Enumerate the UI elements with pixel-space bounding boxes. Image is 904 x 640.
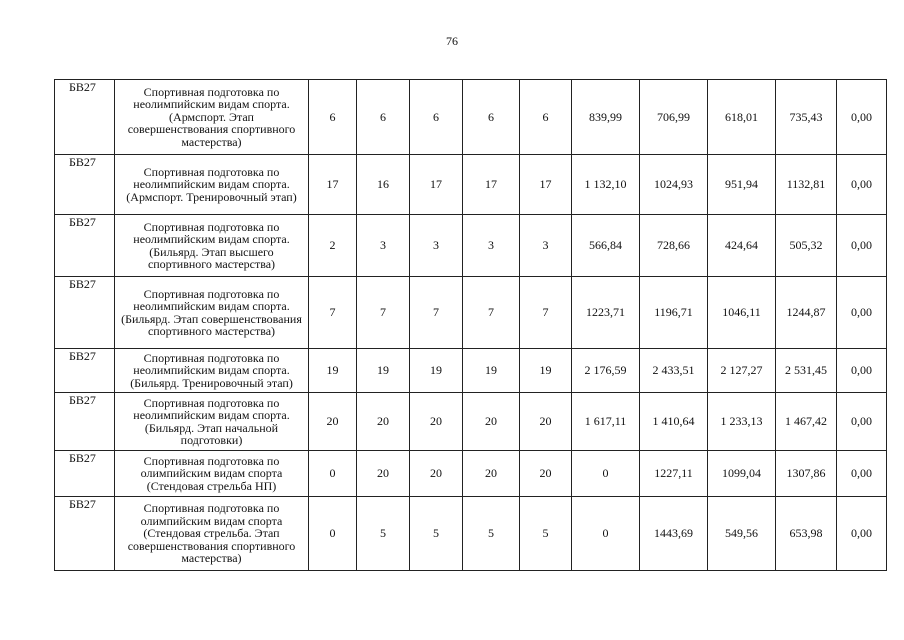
row-code: БВ27 <box>55 451 115 497</box>
value-cell: 7 <box>357 277 410 349</box>
row-code: БВ27 <box>55 155 115 215</box>
row-description: Спортивная подготовка по неолимпийским видам спорта. (Бильярд. Этап высшего спортивного мастерства) <box>115 215 309 277</box>
value-cell: 0 <box>309 451 357 497</box>
row-code: БВ27 <box>55 215 115 277</box>
value-cell: 20 <box>357 451 410 497</box>
row-code: БВ27 <box>55 497 115 571</box>
value-cell: 1196,71 <box>640 277 708 349</box>
value-cell: 2 176,59 <box>572 349 640 393</box>
value-cell: 1 410,64 <box>640 393 708 451</box>
value-cell: 3 <box>410 215 463 277</box>
value-cell: 2 127,27 <box>708 349 776 393</box>
value-cell: 20 <box>520 393 572 451</box>
row-code: БВ27 <box>55 393 115 451</box>
value-cell: 17 <box>410 155 463 215</box>
value-cell: 20 <box>463 451 520 497</box>
value-cell: 0 <box>572 451 640 497</box>
row-description: Спортивная подготовка по олимпийским видам спорта (Стендовая стрельба НП) <box>115 451 309 497</box>
value-cell: 19 <box>463 349 520 393</box>
value-cell: 1307,86 <box>776 451 837 497</box>
value-cell: 1046,11 <box>708 277 776 349</box>
value-cell: 7 <box>410 277 463 349</box>
value-cell: 2 531,45 <box>776 349 837 393</box>
value-cell: 706,99 <box>640 80 708 155</box>
value-cell: 7 <box>309 277 357 349</box>
value-cell: 1244,87 <box>776 277 837 349</box>
value-cell: 0,00 <box>837 155 887 215</box>
value-cell: 3 <box>357 215 410 277</box>
value-cell: 5 <box>410 497 463 571</box>
value-cell: 1099,04 <box>708 451 776 497</box>
value-cell: 653,98 <box>776 497 837 571</box>
value-cell: 19 <box>520 349 572 393</box>
value-cell: 2 433,51 <box>640 349 708 393</box>
value-cell: 6 <box>357 80 410 155</box>
value-cell: 16 <box>357 155 410 215</box>
value-cell: 0,00 <box>837 497 887 571</box>
value-cell: 7 <box>463 277 520 349</box>
value-cell: 0,00 <box>837 451 887 497</box>
value-cell: 19 <box>410 349 463 393</box>
value-cell: 5 <box>520 497 572 571</box>
value-cell: 5 <box>357 497 410 571</box>
value-cell: 1024,93 <box>640 155 708 215</box>
value-cell: 6 <box>309 80 357 155</box>
row-description: Спортивная подготовка по неолимпийским видам спорта. (Армспорт. Тренировочный этап) <box>115 155 309 215</box>
table-row <box>55 393 887 451</box>
table-row <box>55 215 887 277</box>
value-cell: 20 <box>309 393 357 451</box>
value-cell: 3 <box>520 215 572 277</box>
page-number: 76 <box>446 34 458 48</box>
row-description: Спортивная подготовка по неолимпийским видам спорта. (Армспорт. Этап совершенствования спортивного мастерства) <box>115 80 309 155</box>
value-cell: 6 <box>463 80 520 155</box>
value-cell: 735,43 <box>776 80 837 155</box>
value-cell: 1223,71 <box>572 277 640 349</box>
value-cell: 0,00 <box>837 349 887 393</box>
value-cell: 3 <box>463 215 520 277</box>
value-cell: 505,32 <box>776 215 837 277</box>
table-row <box>55 155 887 215</box>
table-body <box>55 80 887 571</box>
value-cell: 1 132,10 <box>572 155 640 215</box>
value-cell: 0 <box>572 497 640 571</box>
value-cell: 1 617,11 <box>572 393 640 451</box>
row-code: БВ27 <box>55 277 115 349</box>
data-table <box>54 79 887 571</box>
value-cell: 0,00 <box>837 393 887 451</box>
value-cell: 618,01 <box>708 80 776 155</box>
table-row <box>55 349 887 393</box>
value-cell: 1443,69 <box>640 497 708 571</box>
value-cell: 0 <box>309 497 357 571</box>
value-cell: 0,00 <box>837 277 887 349</box>
value-cell: 19 <box>357 349 410 393</box>
table-row <box>55 277 887 349</box>
row-description: Спортивная подготовка по неолимпийским видам спорта. (Бильярд. Этап совершенствования спортивного мастерства) <box>115 277 309 349</box>
value-cell: 6 <box>520 80 572 155</box>
value-cell: 7 <box>520 277 572 349</box>
value-cell: 20 <box>410 393 463 451</box>
row-code: БВ27 <box>55 349 115 393</box>
value-cell: 17 <box>520 155 572 215</box>
value-cell: 20 <box>357 393 410 451</box>
value-cell: 17 <box>309 155 357 215</box>
value-cell: 549,56 <box>708 497 776 571</box>
value-cell: 1 233,13 <box>708 393 776 451</box>
value-cell: 20 <box>520 451 572 497</box>
value-cell: 951,94 <box>708 155 776 215</box>
value-cell: 839,99 <box>572 80 640 155</box>
value-cell: 17 <box>463 155 520 215</box>
value-cell: 0,00 <box>837 215 887 277</box>
value-cell: 1132,81 <box>776 155 837 215</box>
value-cell: 1 467,42 <box>776 393 837 451</box>
value-cell: 424,64 <box>708 215 776 277</box>
table-row <box>55 497 887 571</box>
value-cell: 5 <box>463 497 520 571</box>
row-description: Спортивная подготовка по неолимпийским видам спорта. (Бильярд. Тренировочный этап) <box>115 349 309 393</box>
row-code: БВ27 <box>55 80 115 155</box>
value-cell: 1227,11 <box>640 451 708 497</box>
value-cell: 2 <box>309 215 357 277</box>
value-cell: 20 <box>463 393 520 451</box>
value-cell: 0,00 <box>837 80 887 155</box>
table-row <box>55 80 887 155</box>
value-cell: 19 <box>309 349 357 393</box>
row-description: Спортивная подготовка по олимпийским видам спорта (Стендовая стрельба. Этап совершенствования спортивного мастерства) <box>115 497 309 571</box>
value-cell: 6 <box>410 80 463 155</box>
value-cell: 20 <box>410 451 463 497</box>
value-cell: 566,84 <box>572 215 640 277</box>
table-row <box>55 451 887 497</box>
row-description: Спортивная подготовка по неолимпийским видам спорта. (Бильярд. Этап начальной подготовки) <box>115 393 309 451</box>
value-cell: 728,66 <box>640 215 708 277</box>
